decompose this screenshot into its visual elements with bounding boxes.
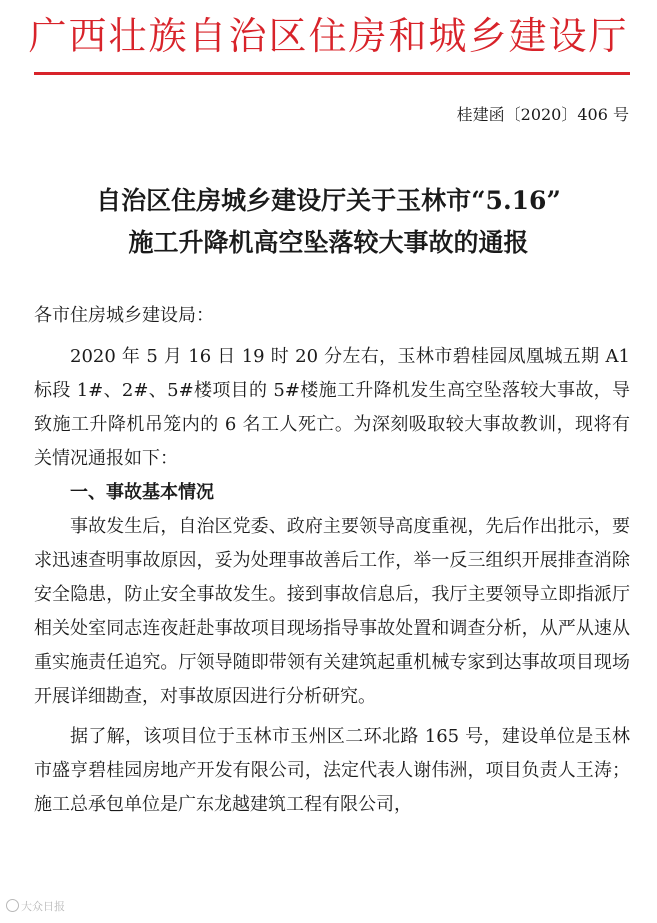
watermark-logo-icon — [6, 899, 19, 912]
paragraph-project-info: 据了解，该项目位于玉林市玉州区二环北路 165 号，建设单位是玉林市盛亨碧桂园房地产开发有限公司，法定代表人谢伟洲，项目负责人王涛；施工总承包单位是广东龙越建筑工程有限公司， — [34, 726, 630, 815]
letterhead-red-rule — [34, 72, 630, 75]
watermark-text: 大众日报 — [21, 900, 65, 913]
letterhead-title: 广西壮族自治区住房和城乡建设厅 — [28, 14, 629, 58]
document-number: 桂建函〔2020〕406 号 — [456, 105, 629, 124]
salutation: 各市住房城乡建设局： — [34, 305, 214, 326]
paragraph-intro: 2020 年 5 月 16 日 19 时 20 分左右，玉林市碧桂园凤凰城五期 A1 标段 1#、2#、5#楼项目的 5#楼施工升降机发生高空坠落较大事故，导致施工升降机吊笼内的 6 名工人死亡。为深刻吸取较大事故教训，现将有关情况通报如下： — [34, 346, 630, 469]
document-title — [0, 180, 657, 264]
letterhead — [0, 6, 657, 70]
document-body — [34, 340, 630, 822]
watermark — [6, 898, 65, 914]
title-line-1: 自治区住房城乡建设厅关于玉林市“5.16” — [96, 186, 561, 215]
title-line-2: 施工升降机高空坠落较大事故的通报 — [128, 228, 529, 257]
section-heading: 一、事故基本情况 — [70, 482, 214, 503]
paragraph-response: 事故发生后，自治区党委、政府主要领导高度重视，先后作出批示，要求迅速查明事故原因，妥为处理事故善后工作，举一反三组织开展排查消除安全隐患，防止安全事故发生。接到事故信息后，我厅主要领导立即指派厅相关处室同志连夜赶赴事故项目现场指导事故处置和调查分析，从严从速从重实施责任追究。厅领导随即带领有关建筑起重机械专家到达事故项目现场开展详细勘查，对事故原因进行分析研究。 — [34, 516, 630, 707]
